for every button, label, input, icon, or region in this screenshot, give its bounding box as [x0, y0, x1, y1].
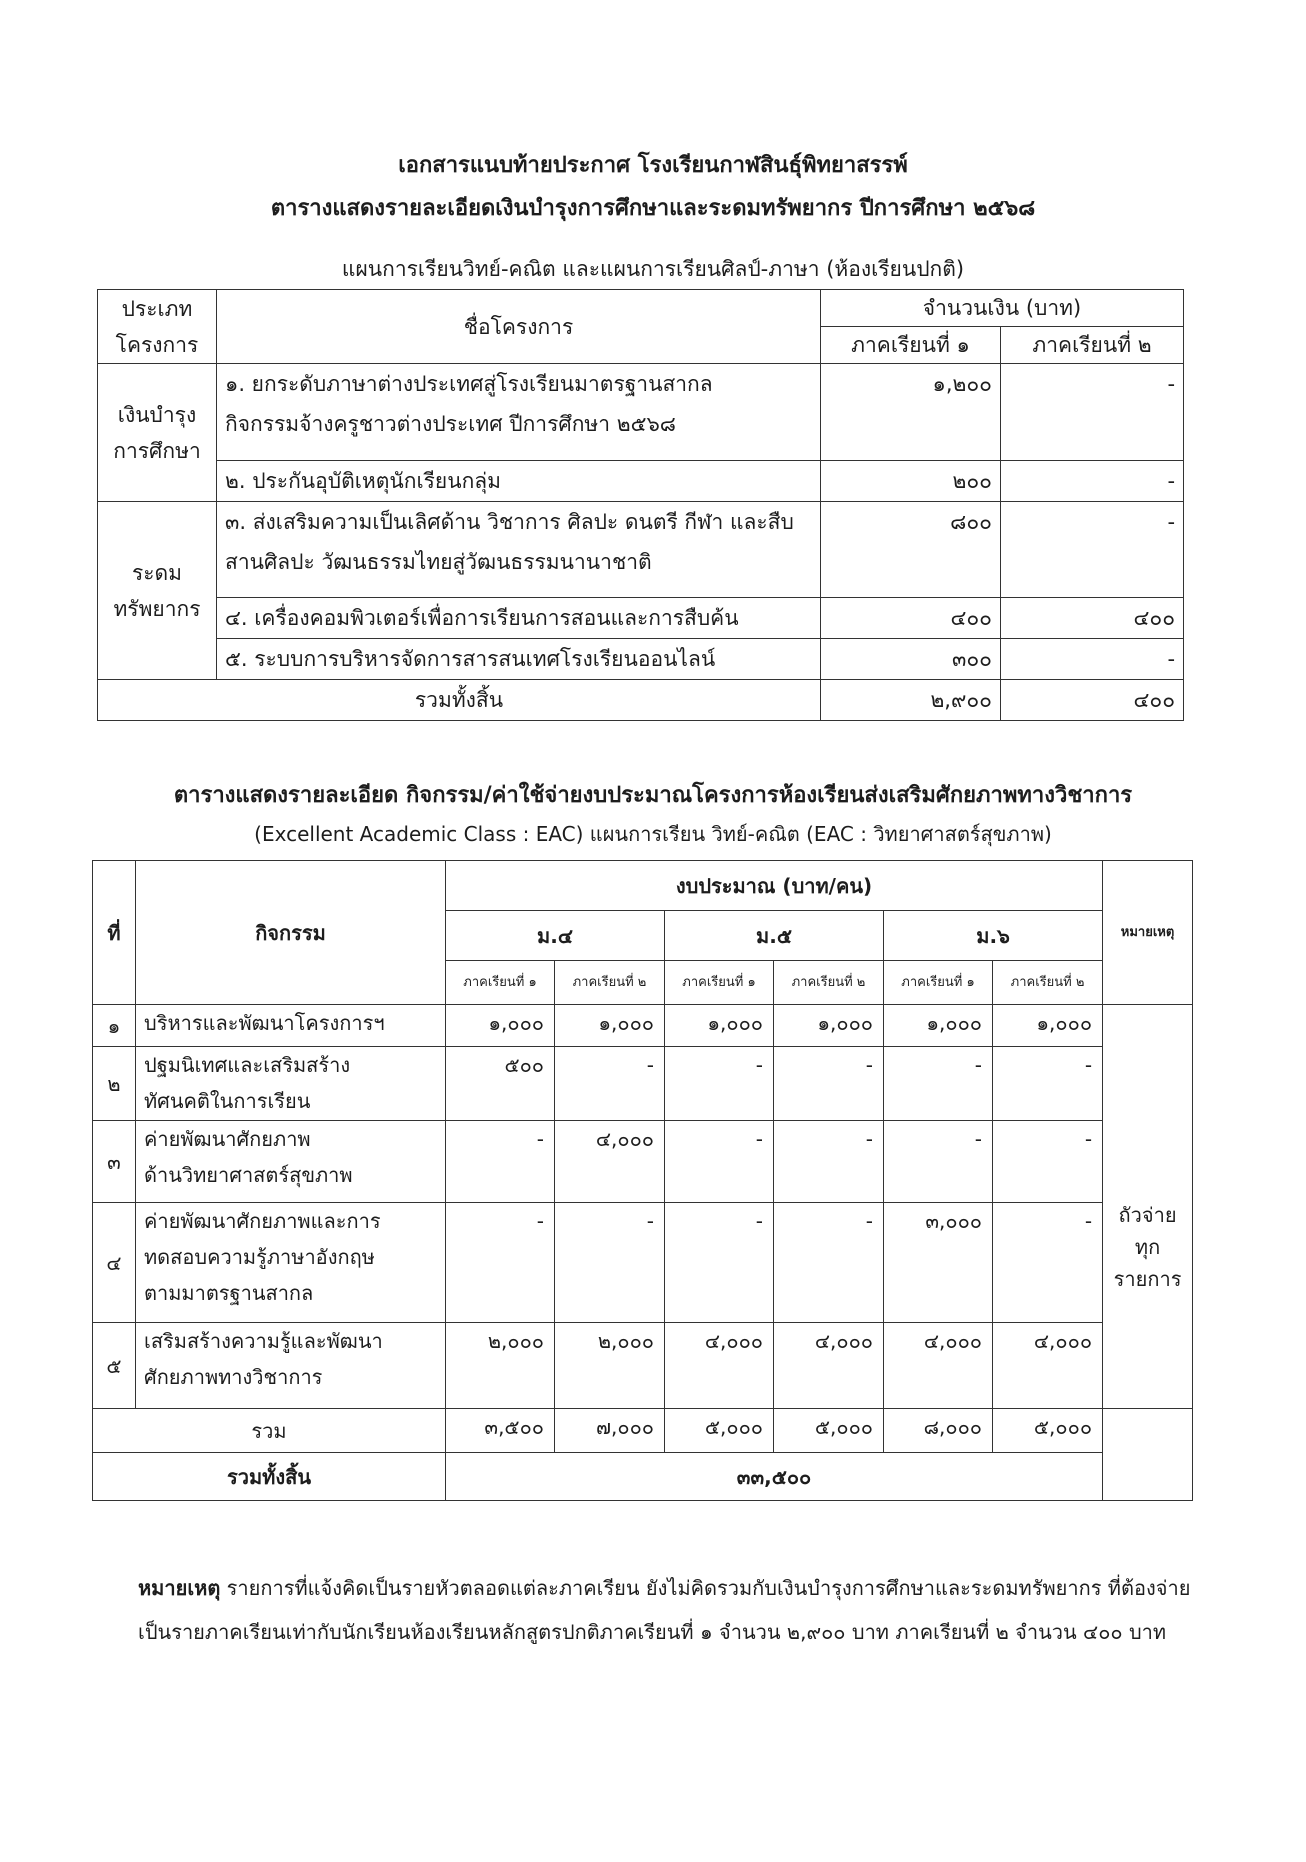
project-line: ๑. ยกระดับภาษาต่างประเทศสู่โรงเรียนมาตรฐานสากล [225, 372, 713, 396]
col-header-remark: หมายเหตุ [1103, 861, 1193, 1005]
col-header-term1: ภาคเรียนที่ ๑ [446, 961, 555, 1005]
col-header-term2: ภาคเรียนที่ ๒ [774, 961, 884, 1005]
budget-cell: ๑,๐๐๐ [665, 1005, 774, 1047]
col-header-term2: ภาคเรียนที่ ๒ [555, 961, 665, 1005]
sum-cell: ๗,๐๐๐ [555, 1409, 665, 1453]
row-number: ๓ [93, 1121, 136, 1203]
col-header-term1: ภาคเรียนที่ ๑ [884, 961, 993, 1005]
budget-cell: - [884, 1047, 993, 1121]
activity-line: ปฐมนิเทศและเสริมสร้าง [144, 1053, 351, 1077]
budget-cell: ๔,๐๐๐ [774, 1323, 884, 1409]
sum-cell: ๕,๐๐๐ [774, 1409, 884, 1453]
amount-term2: - [1001, 364, 1184, 461]
amount-term1: ๑,๒๐๐ [821, 364, 1001, 461]
document-title: เอกสารแนบท้ายประกาศ โรงเรียนกาฬสินธุ์พิทยาสรรพ์ [398, 153, 908, 178]
project-name: ๔. เครื่องคอมพิวเตอร์เพื่อการเรียนการสอนและการสืบค้น [217, 598, 821, 639]
budget-cell: ๑,๐๐๐ [774, 1005, 884, 1047]
budget-cell: ๑,๐๐๐ [993, 1005, 1103, 1047]
budget-cell: - [774, 1121, 884, 1203]
budget-cell: ๔,๐๐๐ [555, 1121, 665, 1203]
col-header-project: ชื่อโครงการ [217, 290, 821, 364]
amount-term2: - [1001, 639, 1184, 680]
activity-name [136, 1121, 446, 1203]
table1-caption: แผนการเรียนวิทย์-คณิต และแผนการเรียนศิลป์-ภาษา (ห้องเรียนปกติ) [341, 257, 965, 281]
footnote-label: หมายเหตุ [138, 1576, 221, 1600]
col-header-activity: กิจกรรม [136, 861, 446, 1005]
activity-name [136, 1323, 446, 1409]
remark-text: รายการ [1113, 1266, 1182, 1291]
project-line: ๓. ส่งเสริมความเป็นเลิศด้าน วิชาการ ศิลปะ ดนตรี กีฬา และสืบ [225, 510, 794, 534]
header-text: ประเภท [121, 296, 193, 321]
budget-cell: - [993, 1203, 1103, 1323]
project-name: ๕. ระบบการบริหารจัดการสารสนเทศโรงเรียนออนไลน์ [217, 639, 821, 680]
project-name [217, 502, 821, 598]
row-number: ๕ [93, 1323, 136, 1409]
table-row [93, 1005, 1193, 1047]
amount-term2: - [1001, 502, 1184, 598]
col-header-term1: ภาคเรียนที่ ๑ [665, 961, 774, 1005]
sum-row [93, 1409, 1193, 1453]
budget-cell: - [884, 1121, 993, 1203]
col-header-budget: งบประมาณ (บาท/คน) [446, 861, 1103, 911]
col-header-term2: ภาคเรียนที่ ๒ [1001, 327, 1184, 364]
group-label [98, 502, 217, 680]
activity-line: ทัศนคติในการเรียน [144, 1089, 311, 1113]
table-row [93, 1047, 1193, 1121]
total-term1: ๒,๙๐๐ [821, 680, 1001, 721]
activity-line: ค่ายพัฒนาศักยภาพ [144, 1127, 311, 1151]
remark-empty-cell [1103, 1409, 1193, 1501]
group-text: ทรัพยากร [113, 596, 201, 621]
sum-label: รวม [93, 1409, 446, 1453]
group-label [98, 364, 217, 502]
col-header-type [98, 290, 217, 364]
col-header-m5: ม.๕ [665, 911, 884, 961]
amount-term1: ๓๐๐ [821, 639, 1001, 680]
budget-cell: - [993, 1047, 1103, 1121]
budget-cell: - [665, 1203, 774, 1323]
budget-cell: ๔,๐๐๐ [993, 1323, 1103, 1409]
remark-text: ถัวจ่าย [1118, 1202, 1177, 1227]
activity-line: ตามมาตรฐานสากล [144, 1281, 314, 1305]
row-number: ๑ [93, 1005, 136, 1047]
col-header-term1: ภาคเรียนที่ ๑ [821, 327, 1001, 364]
budget-cell: - [555, 1047, 665, 1121]
remark-cell [1103, 1005, 1193, 1409]
group-text: เงินบำรุง [117, 402, 197, 427]
header-text: โครงการ [115, 332, 199, 357]
budget-cell: ๓,๐๐๐ [884, 1203, 993, 1323]
activity-name [136, 1047, 446, 1121]
project-line: กิจกรรมจ้างครูชาวต่างประเทศ ปีการศึกษา ๒๕๖๘ [225, 412, 676, 436]
activity-line: เสริมสร้างความรู้และพัฒนา [144, 1329, 383, 1353]
remark-text: ทุก [1134, 1234, 1161, 1259]
activity-line: ค่ายพัฒนาศักยภาพและการ [144, 1209, 381, 1233]
sum-cell: ๘,๐๐๐ [884, 1409, 993, 1453]
col-header-no: ที่ [93, 861, 136, 1005]
sum-cell: ๓,๕๐๐ [446, 1409, 555, 1453]
budget-cell: ๑,๐๐๐ [555, 1005, 665, 1047]
col-header-m4: ม.๔ [446, 911, 665, 961]
grand-total-value: ๓๓,๕๐๐ [446, 1453, 1103, 1501]
project-name [217, 364, 821, 461]
budget-cell: ๒,๐๐๐ [446, 1323, 555, 1409]
grand-total-label: รวมทั้งสิ้น [93, 1453, 446, 1501]
amount-term2: ๔๐๐ [1001, 598, 1184, 639]
col-header-amount: จำนวนเงิน (บาท) [821, 290, 1184, 327]
project-name: ๒. ประกันอุบัติเหตุนักเรียนกลุ่ม [217, 461, 821, 502]
budget-cell: - [774, 1047, 884, 1121]
amount-term1: ๘๐๐ [821, 502, 1001, 598]
table-row [93, 1203, 1193, 1323]
col-header-m6: ม.๖ [884, 911, 1103, 961]
eac-budget-table [92, 860, 1193, 1501]
table-row [93, 1323, 1193, 1409]
fee-table [97, 289, 1184, 721]
activity-name: บริหารและพัฒนาโครงการฯ [136, 1005, 446, 1047]
amount-term1: ๔๐๐ [821, 598, 1001, 639]
budget-cell: - [665, 1047, 774, 1121]
budget-cell: ๔,๐๐๐ [884, 1323, 993, 1409]
budget-cell: ๕๐๐ [446, 1047, 555, 1121]
table2-subtitle: (Excellent Academic Class : EAC) แผนการเรียน วิทย์-คณิต (EAC : วิทยาศาสตร์สุขภาพ) [254, 822, 1052, 846]
budget-cell: - [555, 1203, 665, 1323]
footnote-text: รายการที่แจ้งคิดเป็นรายหัวตลอดแต่ละภาคเรียน ยังไม่คิดรวมกับเงินบำรุงการศึกษาและระดมทรัพยากร ที่ต้องจ่ายเป็นรายภาคเรียนเท่ากับนักเรียนห้องเรียนหลักสูตรปกติภาคเรียนที่ ๑ จำนวน ๒,๙๐๐ บาท ภาคเรียนที่ ๒ จำนวน ๔๐๐ บาท [138, 1576, 1191, 1644]
table2-title: ตารางแสดงรายละเอียด กิจกรรม/ค่าใช้จ่ายงบประมาณโครงการห้องเรียนส่งเสริมศักยภาพทางวิชาการ [173, 783, 1133, 808]
sum-cell: ๕,๐๐๐ [665, 1409, 774, 1453]
row-number: ๔ [93, 1203, 136, 1323]
budget-cell: - [993, 1121, 1103, 1203]
activity-line: ด้านวิทยาศาสตร์สุขภาพ [144, 1163, 353, 1187]
total-label: รวมทั้งสิ้น [98, 680, 821, 721]
activity-line: ทดสอบความรู้ภาษาอังกฤษ [144, 1245, 375, 1269]
budget-cell: ๔,๐๐๐ [665, 1323, 774, 1409]
activity-name [136, 1203, 446, 1323]
activity-line: ศักยภาพทางวิชาการ [144, 1365, 323, 1389]
amount-term2: - [1001, 461, 1184, 502]
budget-cell: ๑,๐๐๐ [446, 1005, 555, 1047]
grand-total-row [93, 1453, 1193, 1501]
project-line: สานศิลปะ วัฒนธรรมไทยสู่วัฒนธรรมนานาชาติ [225, 550, 652, 574]
table-row [93, 1121, 1193, 1203]
budget-cell: - [446, 1121, 555, 1203]
sum-cell: ๕,๐๐๐ [993, 1409, 1103, 1453]
budget-cell: ๒,๐๐๐ [555, 1323, 665, 1409]
group-text: การศึกษา [113, 438, 201, 463]
total-term2: ๔๐๐ [1001, 680, 1184, 721]
amount-term1: ๒๐๐ [821, 461, 1001, 502]
document-subtitle: ตารางแสดงรายละเอียดเงินบำรุงการศึกษาและระดมทรัพยากร ปีการศึกษา ๒๕๖๘ [270, 196, 1036, 221]
row-number: ๒ [93, 1047, 136, 1121]
budget-cell: ๑,๐๐๐ [884, 1005, 993, 1047]
budget-cell: - [446, 1203, 555, 1323]
footnote [138, 1566, 1198, 1654]
col-header-term2: ภาคเรียนที่ ๒ [993, 961, 1103, 1005]
budget-cell: - [774, 1203, 884, 1323]
group-text: ระดม [131, 560, 183, 585]
budget-cell: - [665, 1121, 774, 1203]
